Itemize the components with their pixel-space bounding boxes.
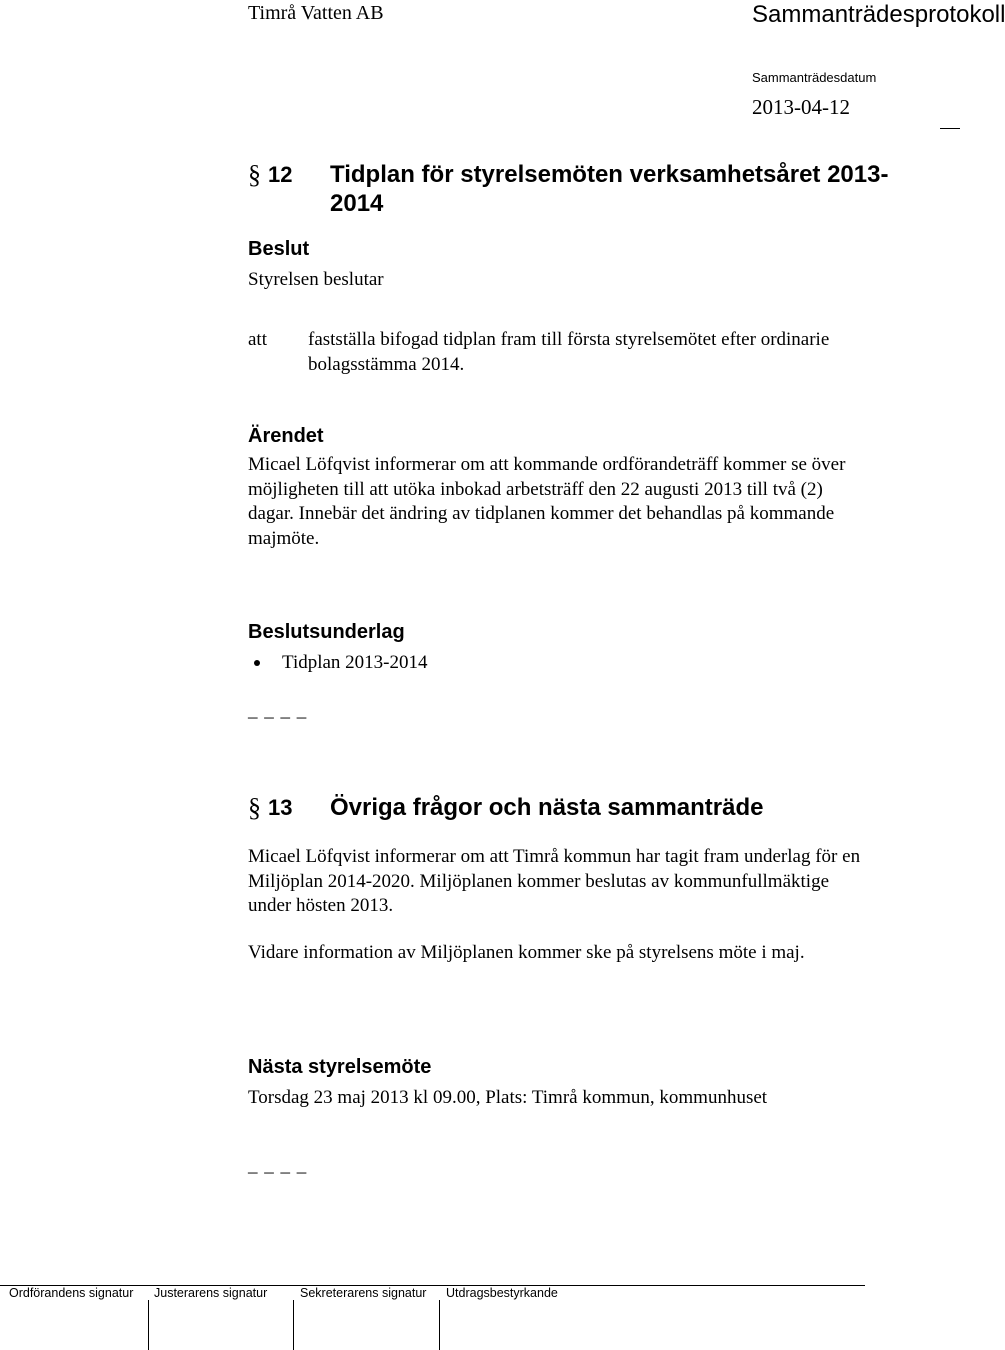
arendet-text: Micael Löfqvist informerar om att kommande ordförandeträff kommer se över möjligheten till att utöka inbokad arbetsträff den 22 augusti 2013 till två (2) dagar. Innebär det ändring av tidplanen kommer det behandlas på kommande majmöte.: [248, 454, 846, 549]
att-text: fastställa bifogad tidplan fram till första styrelsemötet efter ordinarie bolagsstämma 2014.: [308, 329, 830, 375]
next-meeting-heading: Nästa styrelsemöte: [248, 1056, 432, 1078]
bullet-icon: [254, 660, 260, 666]
next-meeting-text: Torsdag 23 maj 2013 kl 09.00, Plats: Timrå kommun, kommunhuset: [248, 1087, 768, 1108]
paragraph-symbol: §: [248, 793, 261, 822]
section-separator: _ _ _ _: [248, 700, 308, 721]
signature-cell-divider: [148, 1300, 149, 1350]
document-title: Sammanträdesprotokoll: [752, 1, 1005, 28]
header-divider: [940, 128, 960, 129]
meeting-date-value: 2013-04-12: [752, 95, 850, 119]
section-number: 13: [268, 795, 293, 820]
attachment-item: Tidplan 2013-2014: [282, 652, 428, 673]
body-paragraph: Vidare information av Miljöplanen kommer ske på styrelsens möte i maj.: [248, 942, 805, 963]
signature-label-chair: Ordförandens signatur: [9, 1286, 134, 1300]
paragraph-symbol: §: [248, 160, 261, 189]
arendet-heading: Ärendet: [248, 425, 324, 447]
beslutsunderlag-heading: Beslutsunderlag: [248, 621, 405, 643]
meeting-date-label: Sammanträdesdatum: [752, 70, 877, 85]
signature-label-secretary: Sekreterarens signatur: [300, 1286, 427, 1300]
body-paragraph: Micael Löfqvist informerar om att Timrå kommun har tagit fram underlag för en Miljöplan 2014-2020. Miljöplanen kommer beslutas av kommunfullmäktige under hösten 2013.: [248, 846, 861, 916]
signature-cell-divider: [439, 1300, 440, 1350]
company-name: Timrå Vatten AB: [248, 2, 384, 24]
section-title: Övriga frågor och nästa sammanträde: [330, 794, 764, 821]
beslut-text: Styrelsen beslutar: [248, 269, 384, 290]
signature-cell-divider: [293, 1300, 294, 1350]
section-separator: _ _ _ _: [248, 1155, 308, 1176]
signature-label-adjuster: Justerarens signatur: [154, 1286, 268, 1300]
section-title: Tidplan för styrelsemöten verksamhetsåret 2013-2014: [330, 161, 889, 217]
signature-label-certification: Utdragsbestyrkande: [446, 1286, 558, 1300]
att-label: att: [248, 329, 267, 350]
section-number: 12: [268, 162, 293, 187]
beslut-heading: Beslut: [248, 238, 310, 260]
